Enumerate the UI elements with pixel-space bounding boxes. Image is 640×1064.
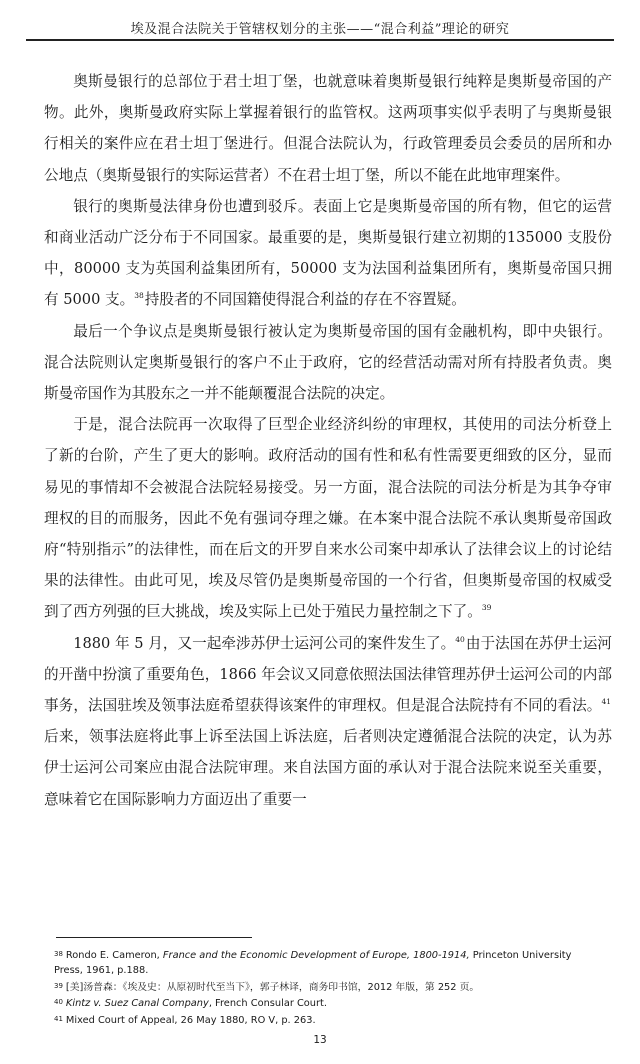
footnote-ref[interactable]: 40 [455, 634, 465, 644]
footnote-ref[interactable]: 39 [481, 603, 492, 613]
footnote-number: 38 [54, 950, 63, 958]
footnote-text: , French Consular Court. [208, 998, 327, 1010]
text-run: 1880 年 5 月，又一起牵涉苏伊士运河公司的案件发生了。 [73, 634, 456, 652]
header-divider [26, 39, 614, 41]
paragraph [44, 628, 612, 815]
paragraph [44, 316, 612, 410]
footnote [54, 1012, 600, 1028]
footnote-text: [美]汤普森：《埃及史：从原初时代至当下》，郭子林译，商务印书馆，2012 年版，第 252 页。 [65, 981, 480, 993]
text-run: 银行的奥斯曼法律身份也遭到驳斥。表面上它是奥斯曼帝国的所有物，但它的运营和商业活动广泛分布于不同国家。最重要的是，奥斯曼银行建立初期的135000 支股份中，80000 支为英国利益集团所有，50000 支为法国利益集团所有，奥斯曼帝国只拥有 5000 支。 [44, 197, 612, 309]
paragraph [44, 409, 612, 627]
footnote-text: Rondo E. Cameron, [65, 950, 163, 961]
paragraph [44, 66, 612, 191]
footnotes [54, 947, 600, 1028]
page-number: 13 [313, 1034, 327, 1046]
footnote-ref[interactable]: 38 [134, 291, 144, 301]
footnote-number: 40 [54, 998, 63, 1007]
footnote-number: 41 [54, 1014, 63, 1023]
footnote [54, 947, 600, 979]
text-run: 于是，混合法院再一次取得了巨型企业经济纠纷的审理权，其使用的司法分析登上了新的台阶，产生了更大的影响。政府活动的国有性和私有性需要更细致的区分，显而易见的事情却不会被混合法院轻易接受。另一方面，混合法院的司法分析是为其争夺审理权的目的而服务，因此不免有强词夺理之嫌。在本案中混合法院不承认奥斯曼帝国政府“特别指示”的法律性，而在后文的开罗自来水公司案中却承认了法律会议上的讨论结果的法律性。由此可见，埃及尽管仍是奥斯曼帝国的一个行省，但奥斯曼帝国的权威受到了西方列强的巨大挑战，埃及实际上已处于殖民力量控制之下了。 [44, 416, 612, 621]
text-run: 由于法国在苏伊士运河的开凿中扮演了重要角色，1866 年会议又同意依照法国法律管理苏伊士运河公司的内部事务，法国驻埃及领事法庭希望获得该案件的审理权。但是混合法院持有不同的看法。 [44, 634, 612, 715]
footnote-title: France and the Economic Development of Europe, 1800-1914, [162, 950, 470, 961]
footnote-text: Princeton University Press, 1961, p.188. [54, 950, 572, 977]
footnote-ref[interactable]: 41 [601, 697, 611, 707]
footnote [54, 995, 600, 1011]
running-header-title: 埃及混合法院关于管辖权划分的主张——“混合利益”理论的研究 [130, 22, 510, 37]
footnote-text: Mixed Court of Appeal, 26 May 1880, RO V, p. 263. [65, 1014, 316, 1026]
text-run: 后来，领事法庭将此事上诉至法国上诉法庭，后者则决定遵循混合法院的决定，认为苏伊士运河公司案应由混合法院审理。来自法国方面的承认对于混合法院来说至关重要，意味着它在国际影响力方面迈出了重要一 [44, 728, 612, 808]
paragraph [44, 191, 612, 316]
text-run: 奥斯曼银行的总部位于君士坦丁堡，也就意味着奥斯曼银行纯粹是奥斯曼帝国的产物。此外，奥斯曼政府实际上掌握着银行的监管权。这两项事实似乎表明了与奥斯曼银行相关的案件应在君士坦丁堡进行。但混合法院认为，行政管理委员会委员的居所和办公地点（奥斯曼银行的实际运营者）不在君士坦丁堡，所以不能在此地审理案件。 [44, 73, 612, 184]
footnote-number: 39 [54, 981, 63, 990]
text-run: 持股者的不同国籍使得混合利益的存在不容置疑。 [144, 291, 466, 309]
footnote-title: Kintz v. Suez Canal Company [65, 998, 209, 1010]
text-run: 最后一个争议点是奥斯曼银行被认定为奥斯曼帝国的国有金融机构，即中央银行。混合法院则认定奥斯曼银行的客户不止于政府，它的经营活动需对所有持股者负责。奥斯曼帝国作为其股东之一并不能颠覆混合法院的决定。 [44, 322, 612, 403]
footnote [54, 979, 600, 995]
body-text [44, 66, 612, 815]
footnote-divider [56, 937, 252, 938]
